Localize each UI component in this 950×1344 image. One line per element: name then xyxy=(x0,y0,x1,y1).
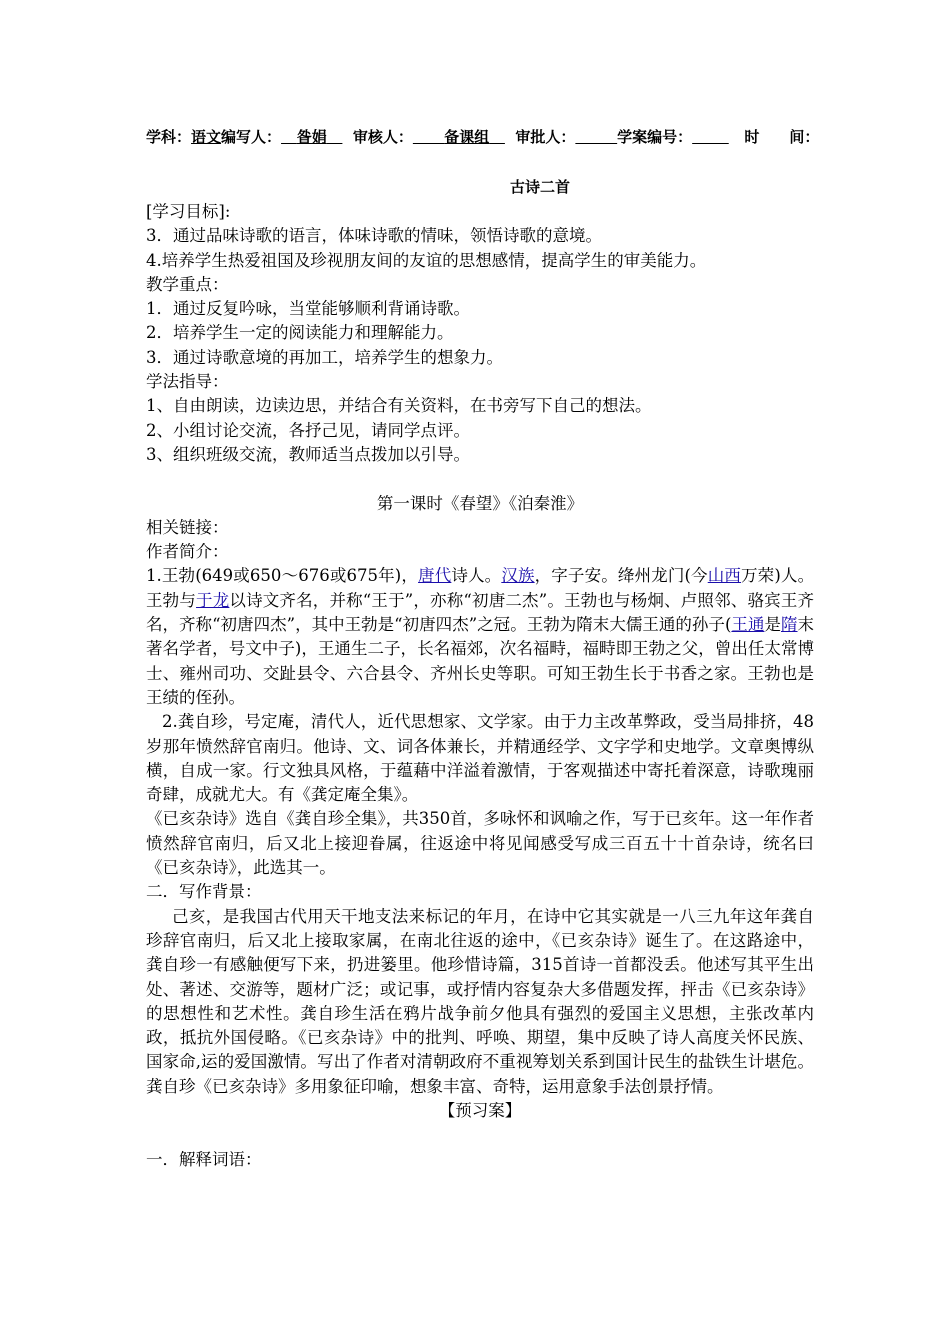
key-points-heading: 教学重点： xyxy=(146,274,229,294)
link-wangtong[interactable]: 王通 xyxy=(731,615,765,635)
header-info-line xyxy=(146,126,820,147)
key-point-item: 3．通过诗歌意境的再加工，培养学生的想象力。 xyxy=(146,347,503,367)
time-label: 时 间： xyxy=(744,128,820,146)
goal-item: 4.培养学生热爱祖国及珍视朋友间的友谊的思想感情，提高学生的审美能力。 xyxy=(146,250,707,270)
vocab-heading: 一．解释词语： xyxy=(146,1149,262,1169)
document-body xyxy=(146,200,814,1172)
link-shanxi[interactable]: 山西 xyxy=(707,566,742,586)
author-heading: 作者简介： xyxy=(146,542,229,562)
lesson-title: 第一课时《春望》《泊秦淮》 xyxy=(376,493,584,513)
link-sui[interactable]: 隋 xyxy=(781,615,798,635)
writer-label: 编写人： xyxy=(221,128,282,146)
link-tang[interactable]: 唐代 xyxy=(418,566,452,586)
writer-value: 昝娟 xyxy=(296,128,327,146)
wangbo-paragraph: 1.王勃(649或650～676或675年)，唐代诗人。汉族，字子安。绛州龙门(今山西万荣)人。王勃与于龙以诗文齐名，并称“王于”，亦称“初唐二杰”。王勃也与杨炯、卢照邻、骆宾王齐名，齐称“初唐四杰”，其中王勃是“初唐四杰”之冠。王勃为隋末大儒王通的孙子(王通是隋末著名学者，号文中子)，王通生二子，长名福郊，次名福畤，福畤即王勃之父，曾出任太常博士、雍州司功、交趾县令、六合县令、齐州长史等职。可知王勃生长于书香之家。王勃也是王绩的侄孙。 xyxy=(146,566,815,707)
background-paragraph: 己亥，是我国古代用天干地支法来标记的年月，在诗中它其实就是一八三九年这年龚自珍辞官南归，后又北上接取家属，在南北往返的途中，《已亥杂诗》诞生了。在这路途中，龚自珍一有感触便写下来，扔进篓里。他珍惜诗篇，315首诗一首都没丢。他述写其平生出处、著述、交游等，题材广泛；或记事，或抒情内容复杂大多借题发挥，抨击《已亥杂诗》的思想性和艺术性。龚自珍生活在鸦片战争前夕他具有强烈的爱国主义思想，主张改革内政，抵抗外国侵略。《已亥杂诗》中的批判、呼唤、期望，集中反映了诗人高度关怀民族、国家命,运的爱国激情。写出了作者对清朝政府不重视筹划关系到国计民生的盐铁生计堪危。龚自珍《已亥杂诗》多用象征印喻，想象丰富、奇特，运用意象手法创景抒情。 xyxy=(146,906,814,1096)
case-no-label: 学案编号： xyxy=(617,128,693,146)
jihai-intro-paragraph: 《已亥杂诗》选自《龚自珍全集》，共350首，多咏怀和讽喻之作，写于已亥年。这一年作者愤然辞官南归，后又北上接迎眷属，往返途中将见闻感受写成三百五十十首杂诗，统名曰《已亥杂诗》，此选其一。 xyxy=(146,809,814,878)
approver-value xyxy=(575,128,617,146)
gong-zizhen-paragraph: 2.龚自珍，号定庵，清代人，近代思想家、文学家。由于力主改革弊政，受当局排挤，48岁那年愤然辞官南归。他诗、文、词各体兼长，并精通经学、文字学和史地学。文章奥博纵横，自成一家。行文独具风格，于蕴藉中洋溢着激情，于客观描述中寄托着深意，诗歌瑰丽奇肆，成就尤大。有《龚定庵全集》。 xyxy=(146,712,814,805)
spacer xyxy=(146,467,814,491)
key-point-item: 2．培养学生一定的阅读能力和理解能力。 xyxy=(146,323,454,343)
background-heading: 二．写作背景： xyxy=(146,882,262,902)
reviewer-label: 审核人： xyxy=(352,128,413,146)
method-item: 2、小组讨论交流，各抒己见，请同学点评。 xyxy=(146,420,470,440)
page-title: 古诗二首 xyxy=(510,178,571,196)
method-item: 3、组织班级交流，教师适当点拨加以引导。 xyxy=(146,444,470,464)
goals-heading: [学习目标]: xyxy=(146,202,231,221)
link-yulong[interactable]: 于龙 xyxy=(196,590,230,610)
key-point-item: 1．通过反复吟咏，当堂能够顺利背诵诗歌。 xyxy=(146,299,470,319)
case-no-value xyxy=(692,128,729,146)
reviewer-value: 备课组 xyxy=(444,128,490,146)
method-heading: 学法指导： xyxy=(146,372,229,392)
link-han[interactable]: 汉族 xyxy=(501,566,535,586)
goal-item: 3．通过品味诗歌的语言，体味诗歌的情味，领悟诗歌的意境。 xyxy=(146,226,602,246)
spacer xyxy=(146,1123,814,1147)
approver-label: 审批人： xyxy=(515,128,576,146)
subject-label: 学科： xyxy=(146,128,192,146)
subject-value: 语文 xyxy=(191,128,222,146)
method-item: 1、自由朗读，边读边思，并结合有关资料，在书旁写下自己的想法。 xyxy=(146,396,652,416)
related-links-heading: 相关链接： xyxy=(146,517,229,537)
preview-heading: 【预习案】 xyxy=(438,1100,522,1120)
